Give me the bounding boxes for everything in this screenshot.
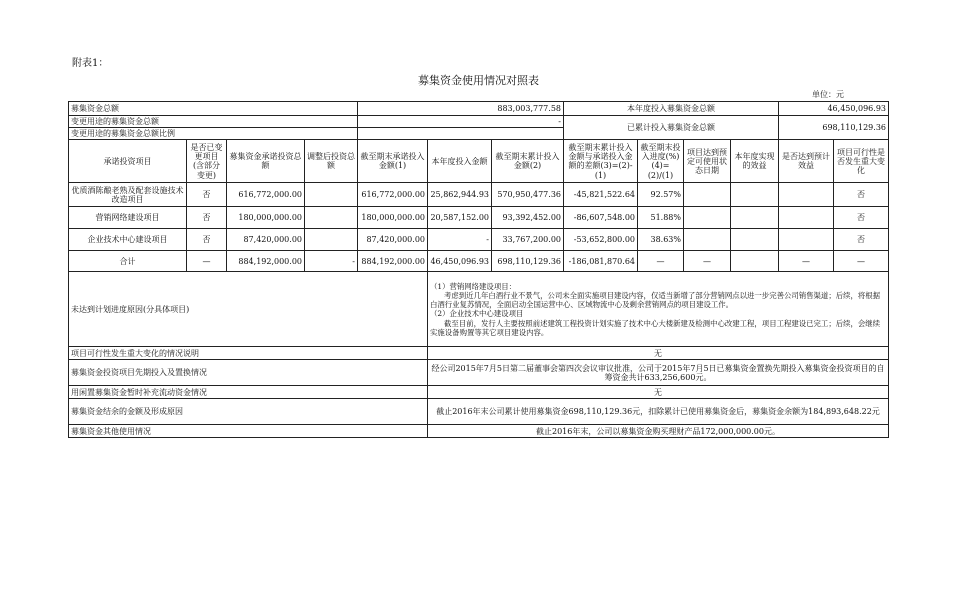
reached-cell bbox=[779, 183, 834, 207]
date-cell bbox=[684, 207, 731, 229]
col-header: 承诺投资项目 bbox=[69, 140, 187, 183]
idle-funds-label: 用闲置募集资金暂时补充流动资金情况 bbox=[69, 386, 428, 399]
col-header: 项目可行性是否发生重大变化 bbox=[834, 140, 889, 183]
delay-line-4: 截至目前，发行人主要按照前述建筑工程投资计划实施了技术中心大楼新建及检测中心改建工程，项目工程建设已完工；后续，会继续实施设备购置等其它项目建设内容。 bbox=[430, 318, 881, 337]
changed-cell: 否 bbox=[187, 229, 227, 251]
reached-cell: — bbox=[779, 251, 834, 272]
cum-input-value: 698,110,129.36 bbox=[779, 116, 889, 140]
project-name: 企业技术中心建设项目 bbox=[69, 229, 187, 251]
changed-cell: 否 bbox=[187, 207, 227, 229]
adjusted-cell bbox=[305, 229, 358, 251]
period-commit-cell: 87,420,000.00 bbox=[358, 229, 428, 251]
col-header: 是否已变更项目(含部分变更) bbox=[187, 140, 227, 183]
delay-line-2: 考虑到近几年白酒行业不景气，公司未全面实施项目建设内容，仅适当新增了部分营销网点以进一步完善公司销售渠道；后续，将根据白酒行业复苏情况，全面启动全国运营中心、区域物流中心及剩余营销网点的项目建设工作。 bbox=[430, 290, 881, 310]
year-input-label: 本年度投入募集资金总额 bbox=[564, 102, 779, 116]
delay-reason-label: 未达到计划进度原因(分具体项目) bbox=[69, 272, 428, 347]
period-commit-cell: 616,772,000.00 bbox=[358, 183, 428, 207]
commit-cell: 884,192,000.00 bbox=[227, 251, 305, 272]
cum-cell: 33,767,200.00 bbox=[492, 229, 564, 251]
col-header: 本年度投入金额 bbox=[428, 140, 492, 183]
cum-cell: 93,392,452.00 bbox=[492, 207, 564, 229]
cum-cell: 570,950,477.36 bbox=[492, 183, 564, 207]
other-usage-value: 截止2016年末，公司以募集资金购买理财产品172,000,000.00元。 bbox=[428, 425, 889, 438]
replacement-label: 募集资金投资项目先期投入及置换情况 bbox=[69, 360, 428, 386]
commit-cell: 616,772,000.00 bbox=[227, 183, 305, 207]
diff-cell: -186,081,870.64 bbox=[564, 251, 638, 272]
delay-line-3: （2）企业技术中心建设项目 bbox=[430, 309, 524, 319]
changed-funds-label: 变更用途的募集资金总额 bbox=[69, 116, 358, 128]
surplus-label: 募集资金结余的金额及形成原因 bbox=[69, 399, 428, 425]
col-header: 截至期末累计投入金额(2) bbox=[492, 140, 564, 183]
year-cell: 46,450,096.93 bbox=[428, 251, 492, 272]
progress-cell: 92.57% bbox=[638, 183, 684, 207]
commit-cell: 180,000,000.00 bbox=[227, 207, 305, 229]
benefit-cell bbox=[731, 207, 779, 229]
adjusted-cell: - bbox=[305, 251, 358, 272]
date-cell bbox=[684, 183, 731, 207]
delay-line-1: （1）营销网络建设项目： bbox=[430, 281, 517, 291]
date-cell: — bbox=[684, 251, 731, 272]
project-name: 营销网络建设项目 bbox=[69, 207, 187, 229]
replacement-value: 经公司2015年7月5日第二届董事会第四次会议审议批准，公司于2015年7月5日已募集资金置换先期投入募集资金投资项目的自筹资金共计633,256,600元。 bbox=[428, 360, 889, 386]
col-header: 是否达到预计效益 bbox=[779, 140, 834, 183]
total-funds-value: 883,003,777.58 bbox=[358, 102, 564, 116]
diff-cell: -86,607,548.00 bbox=[564, 207, 638, 229]
unit-label: 单位：元 bbox=[812, 90, 844, 99]
progress-cell: 38.63% bbox=[638, 229, 684, 251]
cum-input-label: 已累计投入募集资金总额 bbox=[564, 116, 779, 140]
delay-reason-text bbox=[428, 272, 889, 347]
year-cell: - bbox=[428, 229, 492, 251]
col-header: 截至期末累计投入金额与承诺投入金额的差额(3)=(2)-(1) bbox=[564, 140, 638, 183]
diff-cell: -53,652,800.00 bbox=[564, 229, 638, 251]
feasibility-cell: 否 bbox=[834, 229, 889, 251]
reached-cell bbox=[779, 229, 834, 251]
table-row bbox=[69, 207, 889, 229]
benefit-cell bbox=[731, 229, 779, 251]
feasibility-cell: — bbox=[834, 251, 889, 272]
year-cell: 25,862,944.93 bbox=[428, 183, 492, 207]
attachment-label: 附表1： bbox=[72, 58, 109, 69]
changed-funds-value: - bbox=[358, 116, 564, 128]
changed-cell: — bbox=[187, 251, 227, 272]
idle-funds-value: 无 bbox=[428, 386, 889, 399]
col-header: 本年度实现的效益 bbox=[731, 140, 779, 183]
changed-ratio-value bbox=[358, 128, 564, 140]
year-input-value: 46,450,096.93 bbox=[779, 102, 889, 116]
other-usage-label: 募集资金其他使用情况 bbox=[69, 425, 428, 438]
adjusted-cell bbox=[305, 207, 358, 229]
total-row bbox=[69, 251, 889, 272]
col-header: 调整后投资总额 bbox=[305, 140, 358, 183]
col-header: 募集资金承诺投资总额 bbox=[227, 140, 305, 183]
commit-cell: 87,420,000.00 bbox=[227, 229, 305, 251]
diff-cell: -45,821,522.64 bbox=[564, 183, 638, 207]
feasibility-change-value: 无 bbox=[428, 347, 889, 360]
changed-cell: 否 bbox=[187, 183, 227, 207]
benefit-cell bbox=[731, 251, 779, 272]
col-header: 截至期末承诺投入金额(1) bbox=[358, 140, 428, 183]
period-commit-cell: 180,000,000.00 bbox=[358, 207, 428, 229]
feasibility-cell: 否 bbox=[834, 183, 889, 207]
col-header: 截至期末投入进度(%)(4)=(2)/(1) bbox=[638, 140, 684, 183]
total-funds-label: 募集资金总额 bbox=[69, 102, 358, 116]
adjusted-cell bbox=[305, 183, 358, 207]
page-title: 募集资金使用情况对照表 bbox=[418, 74, 539, 87]
progress-cell: — bbox=[638, 251, 684, 272]
feasibility-change-label: 项目可行性发生重大变化的情况说明 bbox=[69, 347, 428, 360]
total-name: 合计 bbox=[69, 251, 187, 272]
benefit-cell bbox=[731, 183, 779, 207]
year-cell: 20,587,152.00 bbox=[428, 207, 492, 229]
feasibility-cell: 否 bbox=[834, 207, 889, 229]
fund-usage-table bbox=[68, 101, 889, 438]
table-row bbox=[69, 229, 889, 251]
surplus-value: 截止2016年末公司累计使用募集资金698,110,129.36元，扣除累计已使用募集资金后，募集资金余额为184,893,648.22元 bbox=[428, 399, 889, 425]
date-cell bbox=[684, 229, 731, 251]
col-header: 项目达到预定可使用状态日期 bbox=[684, 140, 731, 183]
reached-cell bbox=[779, 207, 834, 229]
table-row bbox=[69, 183, 889, 207]
period-commit-cell: 884,192,000.00 bbox=[358, 251, 428, 272]
changed-ratio-label: 变更用途的募集资金总额比例 bbox=[69, 128, 358, 140]
project-name: 优质酒陈酿老熟及配套设施技术改造项目 bbox=[69, 183, 187, 207]
progress-cell: 51.88% bbox=[638, 207, 684, 229]
cum-cell: 698,110,129.36 bbox=[492, 251, 564, 272]
